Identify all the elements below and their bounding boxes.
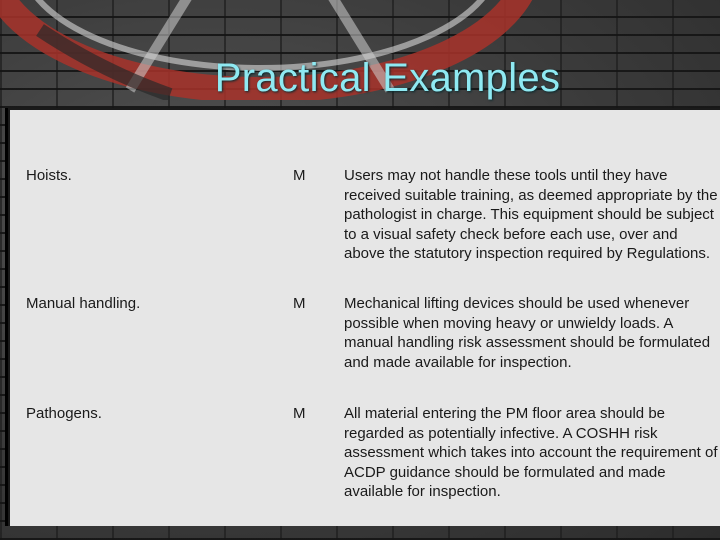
content-panel: [8, 108, 720, 526]
row-code: M: [293, 295, 306, 312]
row-description: All material entering the PM floor area should be regarded as potentially infective. A COSHH risk assessment which takes into account the requirement of ACDP guidance should be formulated and made available for inspection.: [344, 405, 718, 500]
row-code: M: [293, 405, 306, 422]
row-description: Mechanical lifting devices should be used whenever possible when moving heavy or unwieldy loads. A manual handling risk assessment should be formulated and made available for inspection.: [344, 295, 711, 371]
row-code: M: [293, 167, 306, 184]
row-item: Pathogens.: [26, 405, 102, 422]
slide-title: Practical Examples: [214, 56, 561, 100]
row-item: Manual handling.: [26, 295, 141, 312]
row-description: Users may not handle these tools until they have received suitable training, as deemed appropriate by the pathologist in charge. This equipment should be subject to a visual safety check before each use, over and above the statutory inspection required by Regulations.: [344, 167, 718, 262]
row-item: Hoists.: [26, 167, 72, 184]
